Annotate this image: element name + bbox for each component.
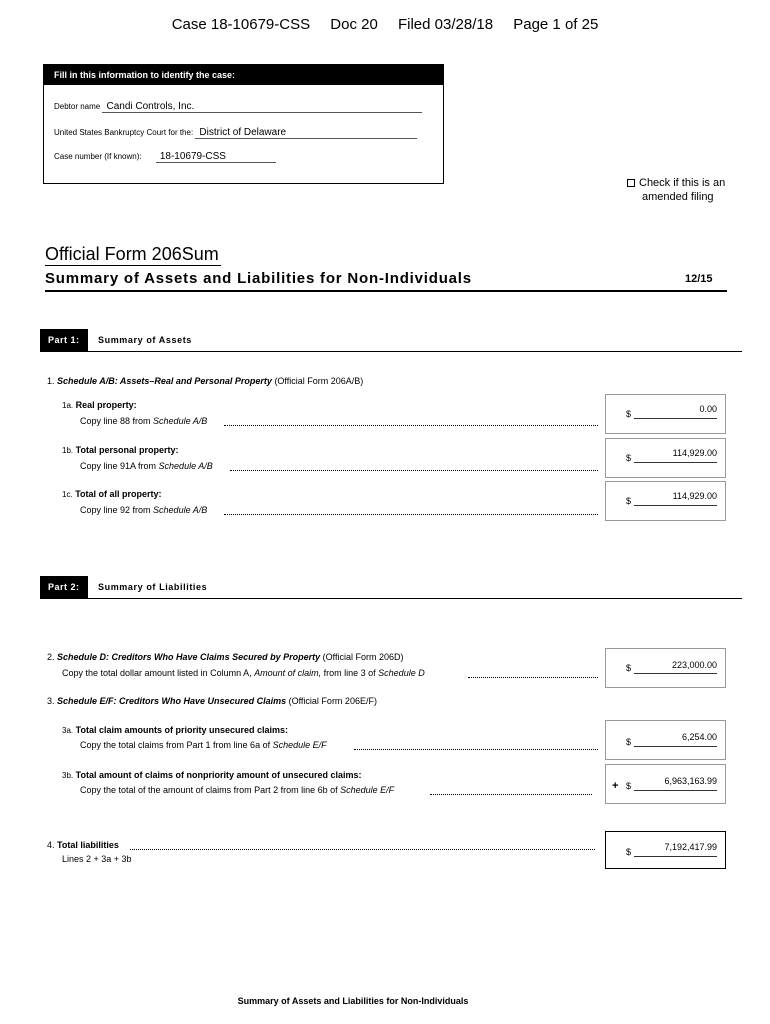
line3b-heading	[62, 770, 362, 780]
line2-heading	[47, 652, 403, 662]
line4-number: 4.	[47, 840, 55, 850]
line1b-copy: Copy line 91A from	[80, 461, 159, 471]
case-identification-box	[43, 64, 444, 184]
line2-leader	[468, 677, 598, 678]
line1c-number: 1c.	[62, 490, 73, 499]
title-divider	[45, 290, 727, 292]
court-row	[54, 127, 417, 139]
line3b-instruction	[80, 785, 394, 795]
filed-date-header: Filed 03/28/18	[397, 16, 494, 33]
line1b-amount-underline	[634, 462, 717, 463]
line1a-instruction	[80, 416, 207, 426]
line3a-dollar-sign: $	[626, 737, 632, 747]
amended-filing-checkbox[interactable]	[627, 179, 635, 187]
line2-form-ref: (Official Form 206D)	[320, 652, 404, 662]
line3a-schedule: Schedule E/F	[272, 740, 327, 750]
line1a-number: 1a.	[62, 401, 74, 410]
part1-header	[40, 329, 742, 352]
case-number-label: Case number (If known):	[54, 152, 142, 161]
line3a-heading	[62, 725, 288, 735]
line1c-heading	[62, 489, 162, 499]
line1a-copy: Copy line 88 from	[80, 416, 154, 426]
line1c-schedule: Schedule A/B	[153, 505, 208, 515]
line1-title: Schedule A/B: Assets–Real and Personal Property	[57, 376, 272, 386]
line3a-amount: 6,254.00	[681, 732, 717, 742]
line1-form-ref: (Official Form 206A/B)	[271, 376, 364, 386]
line1c-copy: Copy line 92 from	[80, 505, 154, 515]
line2-instruction	[62, 668, 425, 678]
line1a-amount: 0.00	[699, 404, 717, 414]
line3a-number: 3a.	[62, 726, 74, 735]
line3a-label: Total claim amounts of priority unsecured claims:	[75, 725, 289, 735]
line2-amount-box[interactable]	[605, 648, 726, 688]
line2-copy-italic: Amount of claim,	[254, 668, 322, 678]
case-number-header: Case 18-10679-CSS	[171, 16, 311, 33]
form-title: Summary of Assets and Liabilities for Non-Individuals	[45, 270, 472, 287]
line1b-number: 1b.	[62, 446, 74, 455]
line1c-amount-underline	[634, 505, 717, 506]
line2-copy-a: Copy the total dollar amount listed in Column A,	[62, 668, 255, 678]
line1b-dollar-sign: $	[626, 453, 632, 463]
line2-amount: 223,000.00	[671, 660, 717, 670]
line4-amount-underline	[634, 856, 717, 857]
line3a-amount-box[interactable]	[605, 720, 726, 760]
line1b-amount-box[interactable]	[605, 438, 726, 478]
amended-label-line1: Check if this is an	[639, 177, 726, 189]
debtor-name-field[interactable]: Candi Controls, Inc.	[102, 101, 422, 113]
line1b-label: Total personal property:	[75, 445, 179, 455]
line1-heading	[47, 376, 363, 386]
line4-leader	[130, 849, 595, 850]
doc-number-header: Doc 20	[330, 16, 378, 33]
line1b-heading	[62, 445, 179, 455]
debtor-name-row	[54, 101, 422, 113]
part2-title: Summary of Liabilities	[98, 582, 208, 592]
line2-amount-underline	[634, 673, 717, 674]
form-number: Official Form 206Sum	[45, 244, 219, 264]
line1a-dollar-sign: $	[626, 409, 632, 419]
line1a-schedule: Schedule A/B	[153, 416, 208, 426]
line2-title: Schedule D: Creditors Who Have Claims Secured by Property	[57, 652, 321, 662]
line1b-leader	[230, 470, 598, 471]
amended-filing-option	[627, 176, 747, 204]
case-number-row	[54, 151, 276, 163]
plus-sign: +	[612, 780, 619, 792]
line4-sub: Lines 2 + 3a + 3b	[62, 854, 132, 864]
page-indicator: Page 1 of 25	[513, 16, 599, 33]
line3b-copy: Copy the total of the amount of claims from Part 2 from line 6b of	[80, 785, 341, 795]
line3-number: 3.	[47, 696, 55, 706]
form-version: 12/15	[685, 273, 713, 285]
part1-title: Summary of Assets	[98, 335, 192, 345]
line1b-instruction	[80, 461, 213, 471]
line1c-label: Total of all property:	[75, 489, 162, 499]
line2-number: 2.	[47, 652, 55, 662]
line3b-leader	[430, 794, 592, 795]
line1a-amount-box[interactable]	[605, 394, 726, 434]
line3b-amount: 6,963,163.99	[664, 776, 717, 786]
case-number-field[interactable]: 18-10679-CSS	[156, 151, 276, 163]
line3b-amount-underline	[634, 790, 717, 791]
line3b-dollar-sign: $	[626, 781, 632, 791]
part1-tag: Part 1:	[40, 329, 88, 351]
court-field[interactable]: District of Delaware	[195, 127, 417, 139]
debtor-name-label: Debtor name	[54, 102, 101, 111]
line1c-instruction	[80, 505, 207, 515]
line3b-amount-box[interactable]	[605, 764, 726, 804]
total-liabilities-box[interactable]	[605, 831, 726, 869]
line3a-amount-underline	[634, 746, 717, 747]
line3a-instruction	[80, 740, 327, 750]
line3-heading	[47, 696, 377, 706]
court-label: United States Bankruptcy Court for the:	[54, 128, 194, 137]
line3a-copy: Copy the total claims from Part 1 from line 6a of	[80, 740, 273, 750]
line1-number: 1.	[47, 376, 55, 386]
page-footer: Summary of Assets and Liabilities for Non-Individuals	[237, 996, 469, 1006]
line1c-leader	[224, 514, 598, 515]
line4-label: Total liabilities	[57, 840, 119, 850]
line2-schedule: Schedule D	[378, 668, 425, 678]
case-header	[0, 16, 770, 33]
line1b-amount: 114,929.00	[672, 448, 717, 458]
line1a-heading	[62, 400, 137, 410]
line2-copy-b: from line 3 of	[321, 668, 379, 678]
line4-heading	[47, 840, 119, 850]
total-liabilities-amount: 7,192,417.99	[664, 842, 717, 852]
part2-header	[40, 576, 742, 599]
line4-dollar-sign: $	[626, 847, 632, 857]
line1a-label: Real property:	[75, 400, 137, 410]
line1a-amount-underline	[634, 418, 717, 419]
id-box-title: Fill in this information to identify the case:	[44, 65, 443, 85]
line3b-number: 3b.	[62, 771, 74, 780]
line1c-amount: 114,929.00	[672, 491, 717, 501]
line1c-dollar-sign: $	[626, 496, 632, 506]
line1c-amount-box[interactable]	[605, 481, 726, 521]
line3b-label: Total amount of claims of nonpriority amount of unsecured claims:	[75, 770, 362, 780]
part2-tag: Part 2:	[40, 576, 88, 598]
line3b-schedule: Schedule E/F	[340, 785, 395, 795]
line3-form-ref: (Official Form 206E/F)	[286, 696, 377, 706]
line1b-schedule: Schedule A/B	[158, 461, 213, 471]
line3-title: Schedule E/F: Creditors Who Have Unsecured Claims	[57, 696, 287, 706]
line2-dollar-sign: $	[626, 663, 632, 673]
line1a-leader	[224, 425, 598, 426]
amended-label-line2: amended filing	[642, 191, 714, 203]
line3a-leader	[354, 749, 598, 750]
